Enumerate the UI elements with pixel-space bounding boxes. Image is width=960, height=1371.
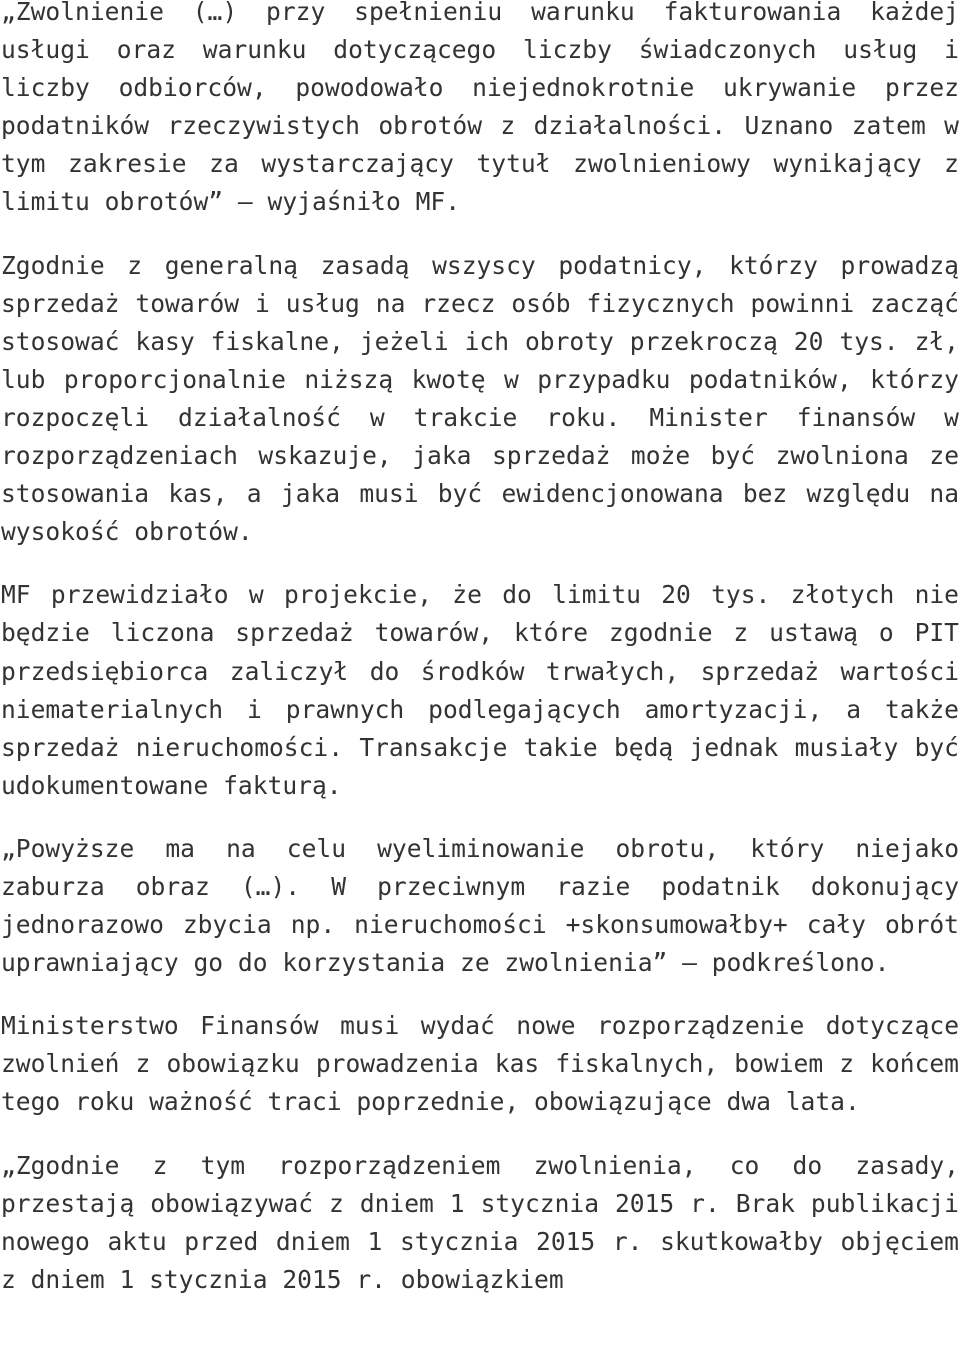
paragraph-limit-exclusions: MF przewidziało w projekcie, że do limitu 20 tys. złotych nie będzie liczona sprzedaż towarów, które zgodnie z ustawą o PIT przedsiębiorca zaliczył do środków trwałych, sprzedaż wartości niematerialnych i prawnych podlegających amortyzacji, a także sprzedaż nieruchomości. Transakcje takie będą jednak musiały być udokumentowane fakturą. (1, 580, 959, 800)
paragraph-general-rule: Zgodnie z generalną zasadą wszyscy podatnicy, którzy prowadzą sprzedaż towarów i usług na rzecz osób fizycznych powinni zacząć stosować kasy fiskalne, jeżeli ich obroty przekroczą 20 tys. zł, lub proporcjonalnie niższą kwotę w przypadku podatników, którzy rozpoczęli działalność w trakcie roku. Minister finansów w rozporządzeniach wskazuje, jaka sprzedaż może być zwolniona ze stosowania kas, a jaka musi być ewidencjonowana bez względu na wysokość obrotów. (1, 250, 959, 547)
paragraph-mf-quote-exemption: „Zwolnienie (…) przy spełnieniu warunku fakturowania każdej usługi oraz warunku dotyczącego liczby świadczonych usług i liczby odbiorców, powodowało niejednokrotnie ukrywanie przez podatników rzeczywistych obrotów z działalności. Uznano zatem w tym zakresie za wystarczający tytuł zwolnieniowy wynikający z limitu obrotów” – wyjaśniło MF. (1, 0, 959, 217)
paragraph-expiry-quote: „Zgodnie z tym rozporządzeniem zwolnienia, co do zasady, przestają obowiązywać z dniem 1 stycznia 2015 r. Brak publikacji nowego aktu przed dniem 1 stycznia 2015 r. skutkowałby objęciem z dniem 1 stycznia 2015 r. obowiązkiem (1, 1150, 959, 1294)
paragraph-purpose-quote: „Powyższe ma na celu wyeliminowanie obrotu, który niejako zaburza obraz (…). W przeciwnym razie podatnik dokonujący jednorazowo zbycia np. nieruchomości +skonsumowałby+ cały obrót uprawniający go do korzystania ze zwolnienia” – podkreślono. (1, 833, 959, 978)
paragraph-new-regulation: Ministerstwo Finansów musi wydać nowe rozporządzenie dotyczące zwolnień z obowiązku prowadzenia kas fiskalnych, bowiem z końcem tego roku ważność traci poprzednie, obowiązujące dwa lata. (1, 1011, 959, 1117)
